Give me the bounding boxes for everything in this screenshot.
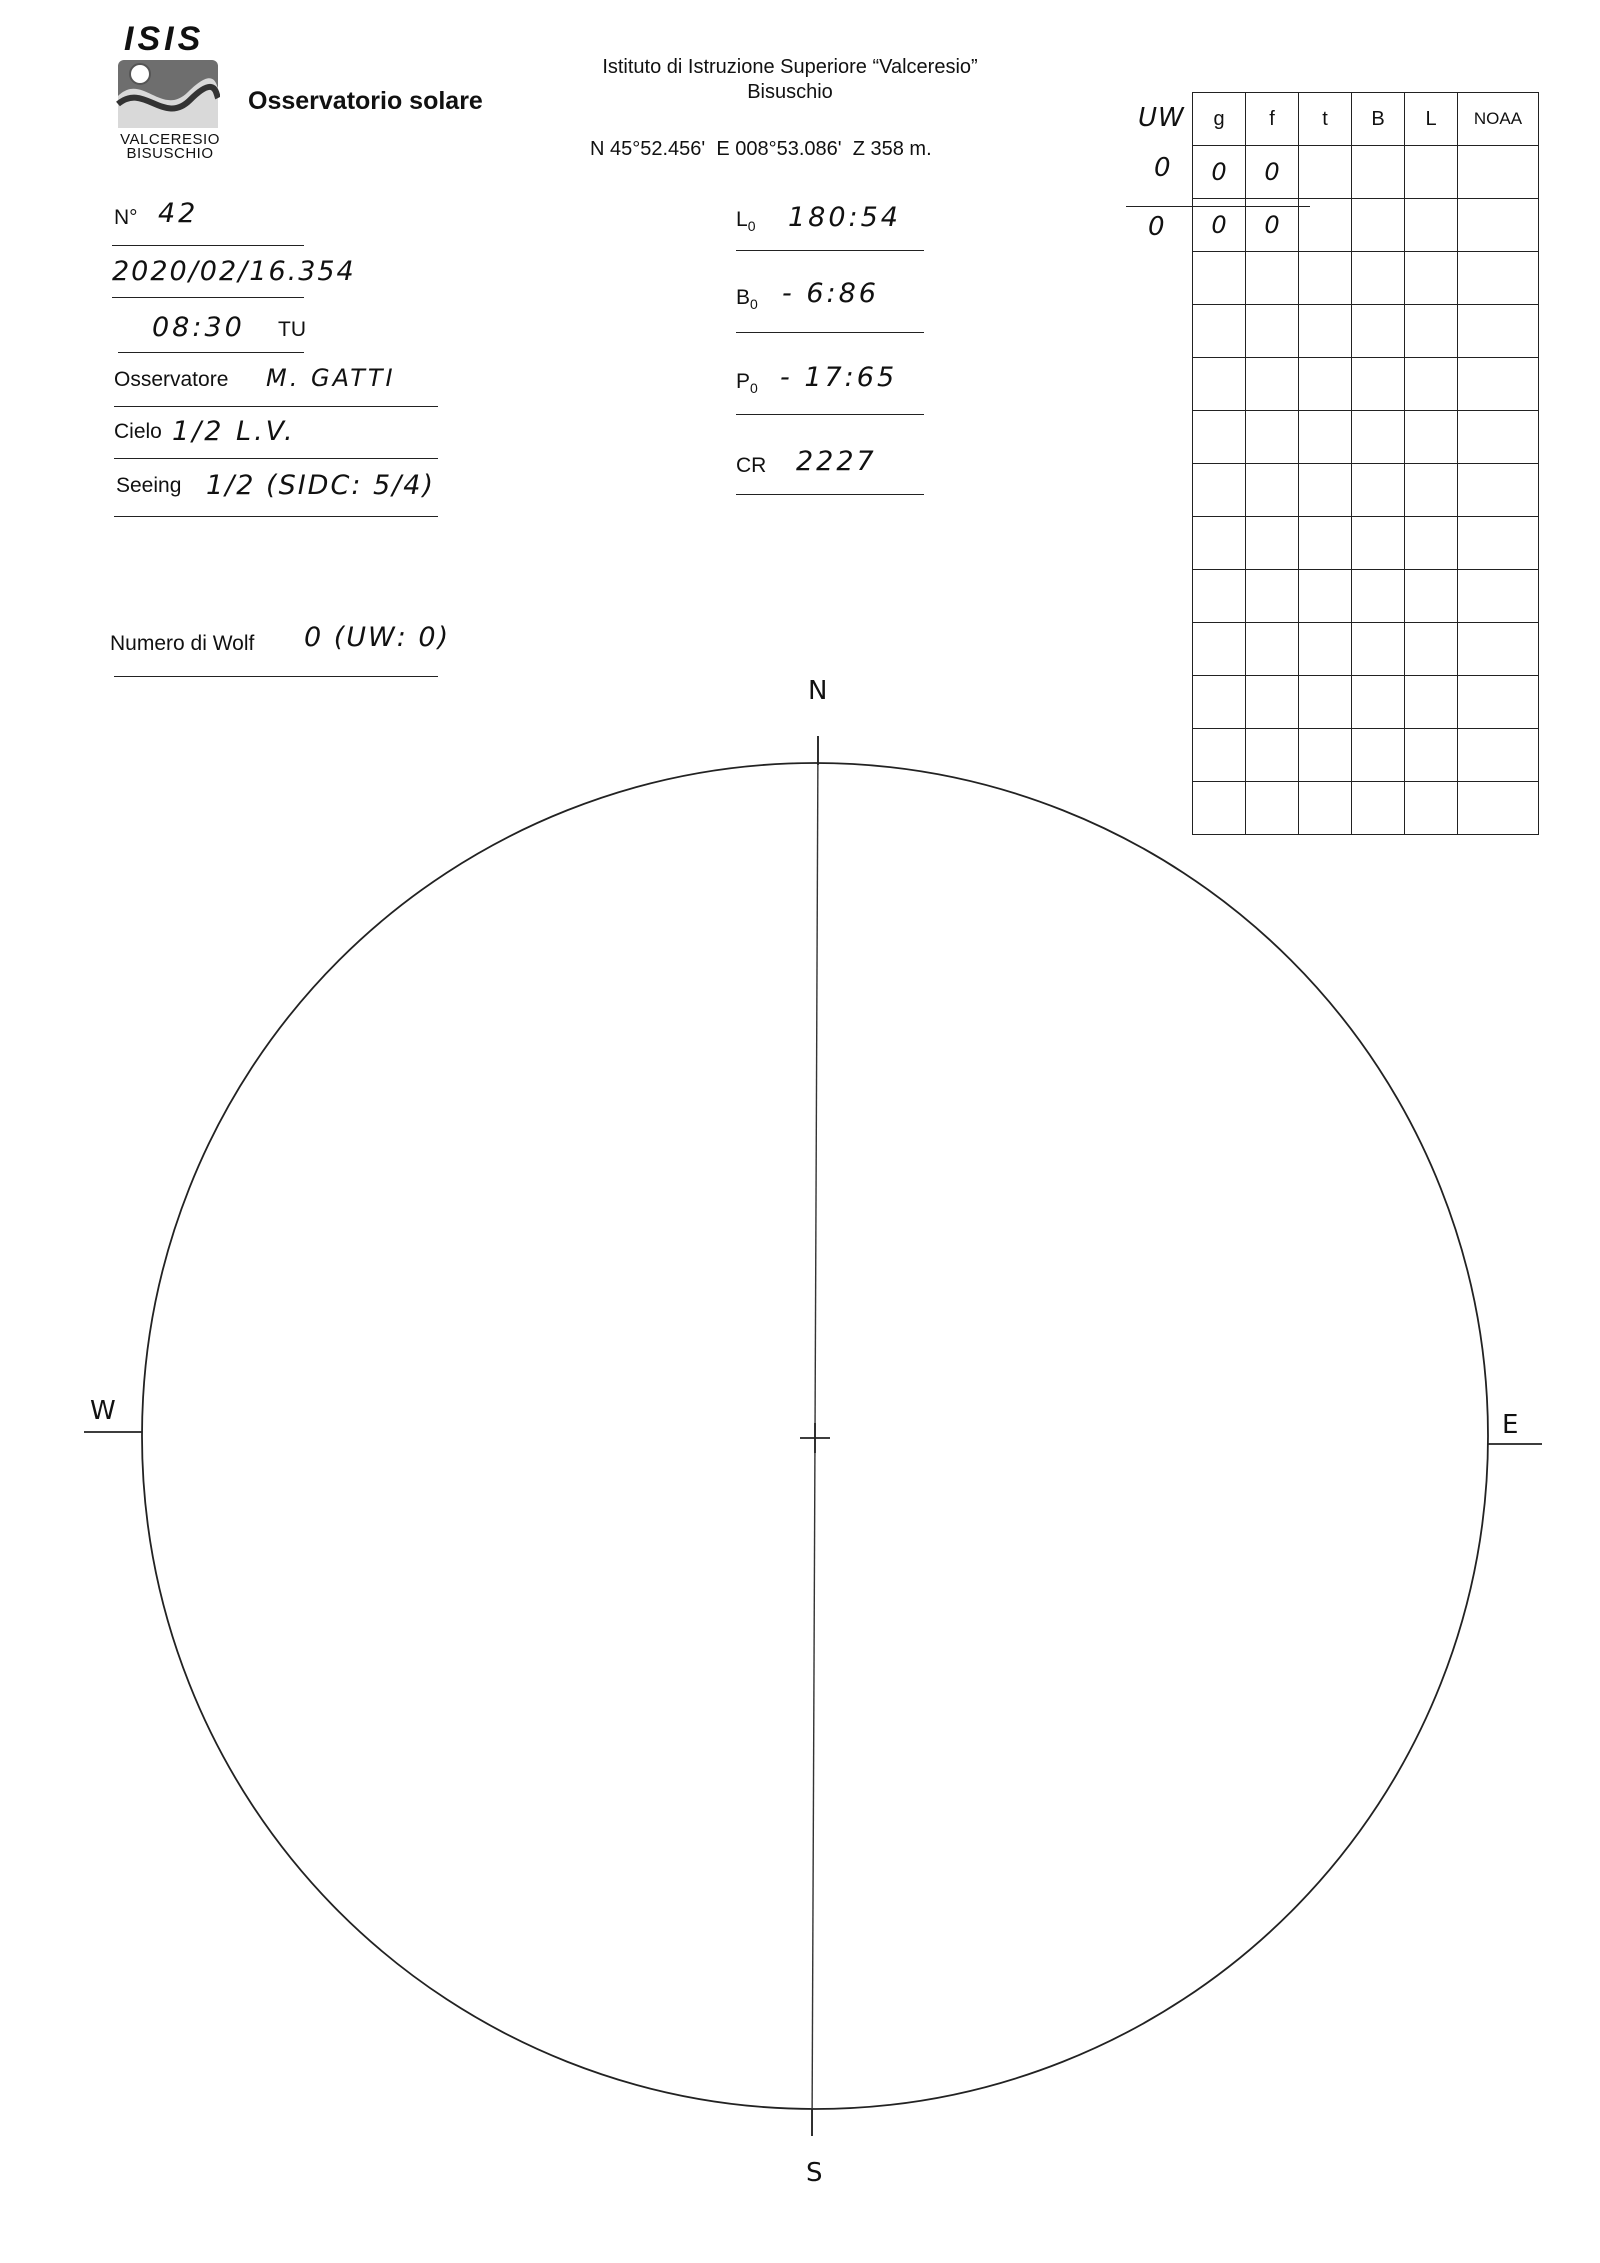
date-value: 2020/02/16.354 <box>112 256 356 287</box>
b0-label: $B_0$ <box>736 286 758 313</box>
south-label: S <box>806 2158 823 2188</box>
table-cell: 0 <box>1193 146 1246 199</box>
observatory-coordinates: N 45°52.456' E 008°53.086' Z 358 m. <box>590 138 932 160</box>
col-header-b: B <box>1352 93 1405 146</box>
p0-label: $P_0$ <box>736 370 758 397</box>
cr-value: 2227 <box>796 446 877 477</box>
table-cell: 0 <box>1193 199 1246 252</box>
sky-value: 1/2 L.V. <box>172 416 296 447</box>
west-label: W <box>90 1396 116 1426</box>
col-header-f: f <box>1246 93 1299 146</box>
institute-town: Bisuschio <box>747 81 833 103</box>
table-cell: 0 <box>1246 199 1299 252</box>
col-header-t: t <box>1299 93 1352 146</box>
number-value: 42 <box>158 198 199 229</box>
east-label: E <box>1502 1410 1519 1440</box>
uw-row1-value: 0 <box>1154 153 1174 183</box>
sky-label: Cielo <box>114 420 162 443</box>
observer-label: Osservatore <box>114 368 229 391</box>
l0-value: 180:54 <box>788 202 901 233</box>
time-value: 08:30 <box>152 312 245 343</box>
l0-label: $L_0$ <box>736 208 756 235</box>
seeing-value: 1/2 (SIDC: 5/4) <box>206 470 435 501</box>
time-unit: TU <box>278 318 306 341</box>
p0-value: - 17:65 <box>780 362 898 393</box>
wolf-value: 0 (UW: 0) <box>304 622 451 653</box>
logo-sub-1: VALCERESIO <box>120 131 220 148</box>
uw-row2-value: 0 <box>1148 212 1168 242</box>
institute-name: Istituto di Istruzione Superiore “Valceresio” <box>602 56 978 78</box>
logo-sub-2: BISUSCHIO <box>126 145 214 162</box>
col-header-l: L <box>1405 93 1458 146</box>
cr-label: CR <box>736 454 767 477</box>
col-header-noaa: NOAA <box>1458 93 1539 146</box>
logo-wordmark: ISIS <box>124 20 205 58</box>
col-header-g: g <box>1193 93 1246 146</box>
north-label: N <box>808 676 828 706</box>
number-label: N° <box>114 206 138 229</box>
observer-value: M. GATTI <box>266 364 396 392</box>
page-title: Osservatorio solare <box>248 87 483 115</box>
table-cell: 0 <box>1246 146 1299 199</box>
b0-value: - 6:86 <box>782 278 879 309</box>
wolf-label: Numero di Wolf <box>110 632 255 655</box>
seeing-label: Seeing <box>116 474 182 497</box>
uw-header: UW <box>1138 103 1185 133</box>
